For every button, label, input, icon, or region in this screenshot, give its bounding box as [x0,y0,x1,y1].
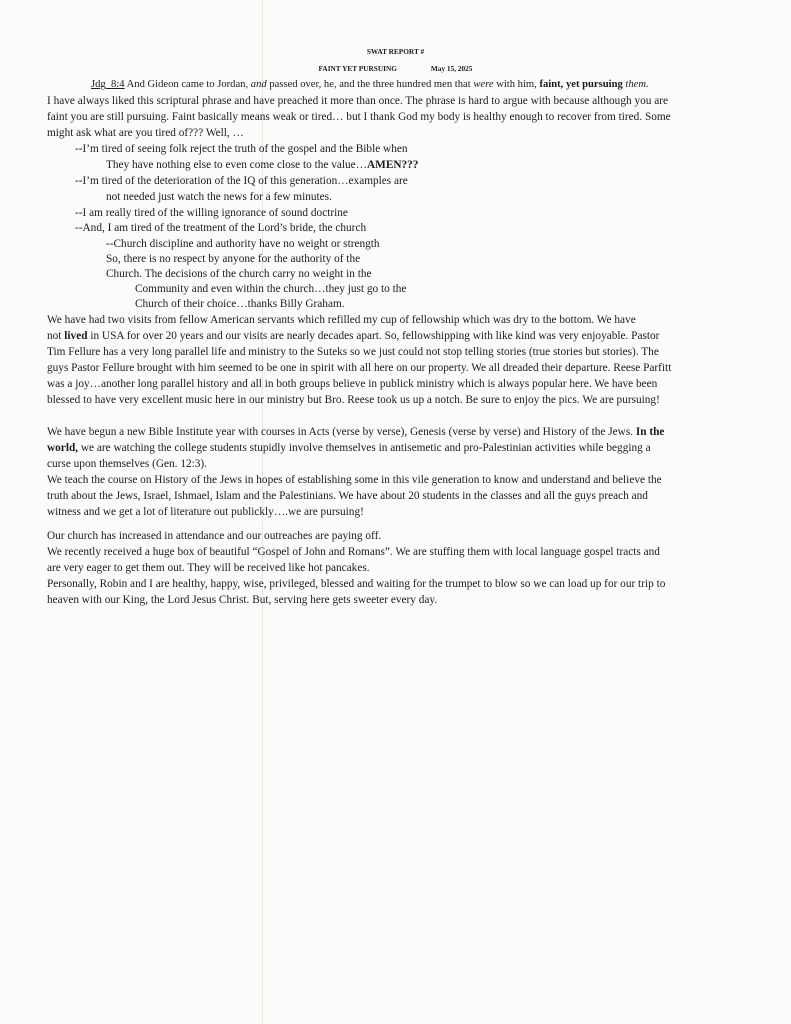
list-line: --I’m tired of seeing folk reject the truth of the gospel and the Bible when [75,143,408,155]
institute-line: world, we are watching the college students stupidly involve themselves in antisemetic and pro-Palestinian activities while begging a [47,442,651,454]
visits-line: guys Pastor Fellure brought with him seemed to be one in spirit with all here on our property. We all dreaded their departure. Reese Parfitt [47,362,672,374]
institute-line: curse upon themselves (Gen. 12:3). [47,458,207,470]
institute-line: We have begun a new Bible Institute year with courses in Acts (verse by verse), Genesis (verse by verse) and History of the Jews. In the [47,426,665,438]
intro-line: I have always liked this scriptural phrase and have preached it more than once. The phrase is hard to argue with because although you are [47,95,669,107]
list-line: They have nothing else to even come close to the value…AMEN??? [106,159,419,171]
visits-line: was a joy…another long parallel history and all in both groups believe in publick ministry which is always popular here. We have been [47,378,658,390]
report-subtitle: FAINT YET PURSUING [318,64,397,73]
institute-line: witness and we get a lot of literature out publickly….we are pursuing! [47,506,364,518]
list-line: --And, I am tired of the treatment of the Lord’s bride, the church [75,222,367,234]
intro-line: might ask what are you tired of??? Well, … [47,127,244,139]
closing-line: heaven with our King, the Lord Jesus Christ. But, serving here gets sweeter every day. [47,594,438,606]
closing-line: Our church has increased in attendance and our outreaches are paying off. [47,530,382,542]
list-line: not needed just watch the news for a few minutes. [106,191,332,203]
scripture-verse: Jdg_8:4 And Gideon came to Jordan, and passed over, he, and the three hundred men that were with him, faint, yet pursuing them. [91,79,649,90]
institute-line: We teach the course on History of the Jews in hopes of establishing some in this vile generation to know and understand and believe the [47,474,662,486]
list-sub-line: Church. The decisions of the church carry no weight in the [106,268,372,280]
report-date: May 15, 2025 [430,64,473,73]
closing-line: Personally, Robin and I are healthy, happy, wise, privileged, blessed and waiting for the trumpet to blow so we can load up for our trip to [47,578,666,590]
list-sub-line: --Church discipline and authority have no weight or strength [106,238,380,250]
closing-line: are very eager to get them out. They will be received like hot pancakes. [47,562,370,574]
visits-line: blessed to have very excellent music here in our ministry but Bro. Reese took us up a notch. Be sure to enjoy the pics. We are pursuing! [47,394,660,406]
verse-bold-phrase: faint, yet pursuing [539,79,623,90]
intro-line: faint you are still pursuing. Faint basically means weak or tired… but I thank God my body is healthy enough to recover from tired. Some [47,111,671,123]
report-title: SWAT REPORT # [366,47,425,56]
visits-line: We have had two visits from fellow American servants which refilled my cup of fellowship which was dry to the bottom. We have [47,314,636,326]
closing-line: We recently received a huge box of beautiful “Gospel of John and Romans”. We are stuffing them with local language gospel tracts and [47,546,660,558]
visits-line: Tim Fellure has a very long parallel life and ministry to the Suteks so we just could not stop telling stories (true stories but stories). The [47,346,659,358]
list-line: --I am really tired of the willing ignorance of sound doctrine [75,207,348,219]
report-subtitle-line [0,62,791,76]
list-sub-line: Church of their choice…thanks Billy Graham. [135,298,345,310]
list-sub-line: Community and even within the church…they just go to the [135,283,407,295]
list-line: --I’m tired of the deterioration of the IQ of this generation…examples are [75,175,408,187]
scripture-reference[interactable]: Jdg_8:4 [91,79,125,90]
list-sub-line: So, there is no respect by anyone for the authority of the [106,253,361,265]
visits-line: not lived in USA for over 20 years and our visits are nearly decades apart. So, fellowshipping with like kind was very enjoyable. Pastor [47,330,660,342]
institute-line: truth about the Jews, Israel, Ishmael, Islam and the Palestinians. We have about 20 students in the classes and all the guys preach and [47,490,648,502]
